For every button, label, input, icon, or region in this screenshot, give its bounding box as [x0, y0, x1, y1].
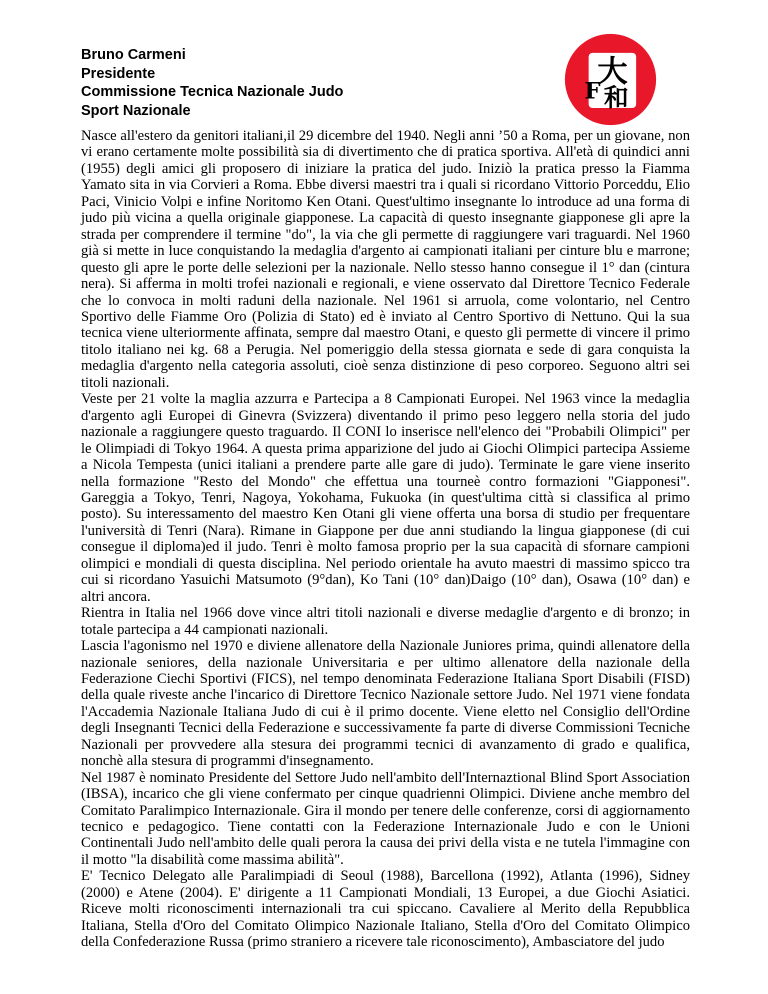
- author-org: Sport Nazionale: [81, 102, 191, 119]
- author-name: Bruno Carmeni: [81, 47, 186, 63]
- paragraph-6: E' Tecnico Delegato alle Paralimpiadi di Seoul (1988), Barcellona (1992), Atlanta (1996), Sidney (2000) e Atene (2004). E' dirigente a 11 Campionati Mondiali, 13 Europei, a due Giochi Asiatici. Riceve molti riconoscimenti internazionali tra cui spiccano. Cavaliere al Merito della Repubblica Italiana, Stella d'Oro del Comitato Olimpico Nazionale Italiano, Stella d'Oro del Comitato Olimpico della Confederazione Russa (primo straniero a ricevere tale riconoscimento), Ambasciatore del judo: [81, 868, 690, 951]
- author-header: [81, 46, 343, 120]
- paragraph-2: Veste per 21 volte la maglia azzurra e Partecipa a 8 Campionati Europei. Nel 1963 vince la medaglia d'argento agli Europei di Ginevra (Svizzera) diventando il primo peso leggero nella storia del judo nazionale a raggiungere questo traguardo. Il CONI lo inserisce nell'elenco dei "Probabili Olimpici" per le Olimpiadi di Tokyo 1964. A questa prima apparizione del judo ai Giochi Olimpici partecipa Assieme a Nicola Tempesta (unici italiani a prendere parte alle gare di judo). Terminate le gare viene inserito nella formazione "Resto del Mondo" che effettua una tourneè contro formazioni "Giapponesi". Gareggia a Tokyo, Tenri, Nagoya, Yokohama, Fukuoka (in quest'ultima città si classifica al primo posto). Su interessamento del maestro Ken Otani gli viene offerta una borsa di studio per frequentare l'università di Tenri (Nara). Rimane in Giappone per due anni studiando la lingua giapponese (di cui consegue il diploma)ed il judo. Tenri è molto famosa proprio per la sua capacità di sfornare campioni olimpici e mondiali di questa disciplina. Nel periodo orientale ha avuto maestri di massimo spicco tra cui si ricordano Yasuichi Matsumoto (9°dan), Ko Tani (10° dan)Daigo (10° dan), Osawa (10° dan) e altri ancora.: [81, 391, 690, 605]
- author-role: Presidente: [81, 65, 156, 82]
- logo-kanji-top: 大: [597, 54, 628, 90]
- logo-letter: F: [584, 78, 601, 105]
- paragraph-3: Rientra in Italia nel 1966 dove vince altri titoli nazionali e diverse medaglie d'argento e di bronzo; in totale partecipa a 44 campionati nazionali.: [81, 605, 690, 638]
- author-commission: Commissione Tecnica Nazionale Judo: [81, 84, 344, 100]
- paragraph-5: Nel 1987 è nominato Presidente del Settore Judo nell'ambito dell'Internaztional Blind Sport Association (IBSA), incarico che gli viene confermato per cinque quadrienni Olimpici. Diviene anche membro del Comitato Paralimpico Internazionale. Gira il mondo per tenere delle conferenze, corsi di aggiornamento tecnico e pedagogico. Tiene contatti con la Federazione Internazionale Judo e con le Unioni Continentali Judo nell'ambito delle quali perora la causa dei privi della vista e ne tutela l'immagine con il motto "la disabilità come massima abilità".: [81, 769, 690, 868]
- logo-kanji-bottom: 和: [603, 83, 629, 113]
- paragraph-1: Nasce all'estero da genitori italiani,il 29 dicembre del 1940. Negli anni ’50 a Roma, per un giovane, non vi erano certamente molte possibilità sia di divertimento che di pratica sportiva. All'età di quindici anni (1955) degli amici gli proposero di iniziare la pratica del judo. Iniziò la pratica presso la Fiamma Yamato sita in via Corvieri a Roma. Ebbe diversi maestri tra i quali si ricordano Vittorio Porceddu, Elio Paci, Vinicio Volpi e infine Noritomo Ken Otani. Quest'ultimo insegnante lo introduce ad una forma di judo più vicina a quella originale giapponese. La capacità di questo insegnante giapponese gli apre la strada per comprendere il termine "do", la via che gli permette di raggiungere vari traguardi. Nel 1960 già si mette in luce conquistando la medaglia d'argento ai campionati italiani per cinture blu e marrone; questo gli apre le porte delle selezioni per la nazionale. Nello stesso hanno consegue il 1° dan (cintura nera). Si afferma in molti trofei nazionali e regionali, e viene osservato dal Direttore Tecnico Federale che lo convoca in molti raduni della nazionale. Nel 1961 si arruola, come volontario, nel Centro Sportivo delle Fiamme Oro (Polizia di Stato) ed è inviato al Centro Sportivo di Nettuno. Qui la sua tecnica viene ulteriormente affinata, sempre dal maestro Otani, e questo gli permette di vincere il primo titolo italiano nei kg. 68 a Perugia. Nel pomeriggio della stessa giornata e sede di gara conquista la medaglia d'argento nella categoria assoluti, cioè senza distinzione di peso corporeo. Seguono altri sei titoli nazionali.: [81, 128, 690, 391]
- judo-club-logo-icon: [563, 32, 658, 127]
- paragraph-4: Lascia l'agonismo nel 1970 e diviene allenatore della Nazionale Juniores prima, quindi allenatore della nazionale seniores, della nazionale Universitaria e per ultimo allenatore della nazionale della Federazione Ciechi Sportivi (FICS), nel tempo denominata Federazione Italiana Sport Disabili (FISD) della quale riveste anche l'incarico di Direttore Tecnico Nazionale settore Judo. Nel 1971 viene fondata l'Accademia Nazionale Italiana Judo di cui è il primo docente. Viene eletto nel Consiglio dell'Ordine degli Insegnanti Tecnici della Federazione e successivamente fa parte di diverse Commissioni Tecniche Nazionali per provvedere alla stesura dei programmi tecnici di avanzamento di grado e qualifica, nonchè alla stesura di programmi d'insegnamento.: [81, 638, 690, 770]
- biography-text: [81, 128, 690, 951]
